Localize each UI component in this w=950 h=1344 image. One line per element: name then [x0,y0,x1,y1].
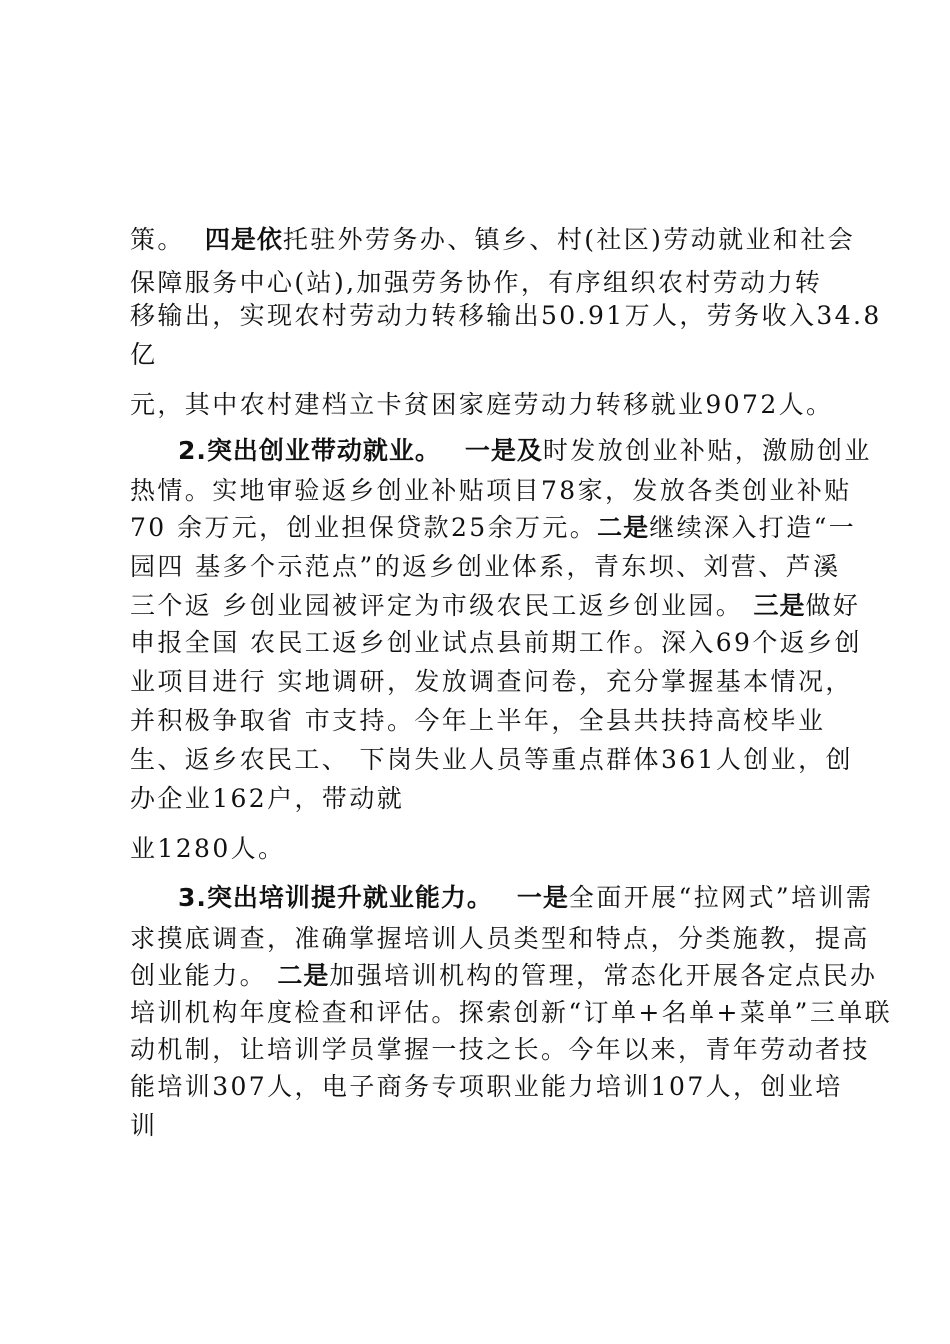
paragraph-line: 园四 基多个示范点”的返乡创业体系，青东坝、刘营、芦溪 [130,552,841,581]
text-run: 70 余万元，创业担保贷款25余万元。 [130,513,598,542]
paragraph-line: 移输出，实现农村劳动力转移输出50.91万人，劳务收入34.8 [130,301,882,330]
paragraph-line: 保障服务中心(站),加强劳务协作，有序组织农村劳动力转 [130,268,823,297]
section-heading: 3.突出培训提升就业能力。 [178,883,493,912]
text-run: 策。 [130,225,185,254]
paragraph-line: 业项目进行 实地调研，发放调查问卷，充分掌握基本情况， [130,667,853,696]
paragraph-line: 动机制，让培训学员掌握一技之长。今年以来，青年劳动者技 [130,1035,870,1064]
paragraph-line: 办企业162户，带动就 [130,784,405,813]
section-heading: 2.突出创业带动就业。 [178,436,441,465]
paragraph-line: 并积极争取省 市支持。今年上半年，全县共扶持高校毕业 [130,706,826,735]
bold-keyword: 一是及 [464,436,543,465]
bold-keyword: 二是 [277,961,330,990]
text-run: 三个返 乡创业园被评定为市级农民工返乡创业园。 [130,591,754,620]
paragraph-line: 训 [130,1111,158,1140]
text-run: 全面开展“拉网式”培训需 [568,883,874,912]
paragraph-line [130,222,855,258]
paragraph-line: 培训机构年度检查和评估。探索创新“订单+名单+菜单”三单联 [130,998,893,1027]
paragraph-line: 能培训307人，电子商务专项职业能力培训107人，创业培 [130,1072,843,1101]
bold-keyword: 二是 [597,513,650,542]
paragraph-line: 热情。实地审验返乡创业补贴项目78家，发放各类创业补贴 [130,476,852,505]
paragraph-line [130,510,856,546]
paragraph-line: 亿 [130,340,158,369]
paragraph-line: 元，其中农村建档立卡贫困家庭劳动力转移就业9072人。 [130,390,834,419]
paragraph-line [130,958,877,994]
paragraph-line: 求摸底调查，准确掌握培训人员类型和特点，分类施教，提高 [130,924,870,953]
text-run: 托驻外劳务办、镇乡、村(社区)劳动就业和社会 [282,225,856,254]
text-run: 继续深入打造“一 [649,513,857,542]
bold-keyword: 三是 [753,591,806,620]
text-run: 时发放创业补贴，激励创业 [542,436,872,465]
paragraph-line: 生、返乡农民工、 下岗失业人员等重点群体361人创业，创 [130,745,853,774]
bold-keyword: 四是依 [204,225,283,254]
paragraph-line [130,588,860,624]
paragraph-line: 申报全国 农民工返乡创业试点县前期工作。深入69个返乡创 [130,628,862,657]
text-run: 创业能力。 [130,961,278,990]
paragraph-line [178,880,873,916]
text-run: 加强培训机构的管理，常态化开展各定点民办 [329,961,878,990]
paragraph-line [178,433,872,469]
text-run: 做好 [805,591,861,620]
paragraph-line: 业1280人。 [130,834,286,863]
bold-keyword: 一是 [516,883,569,912]
